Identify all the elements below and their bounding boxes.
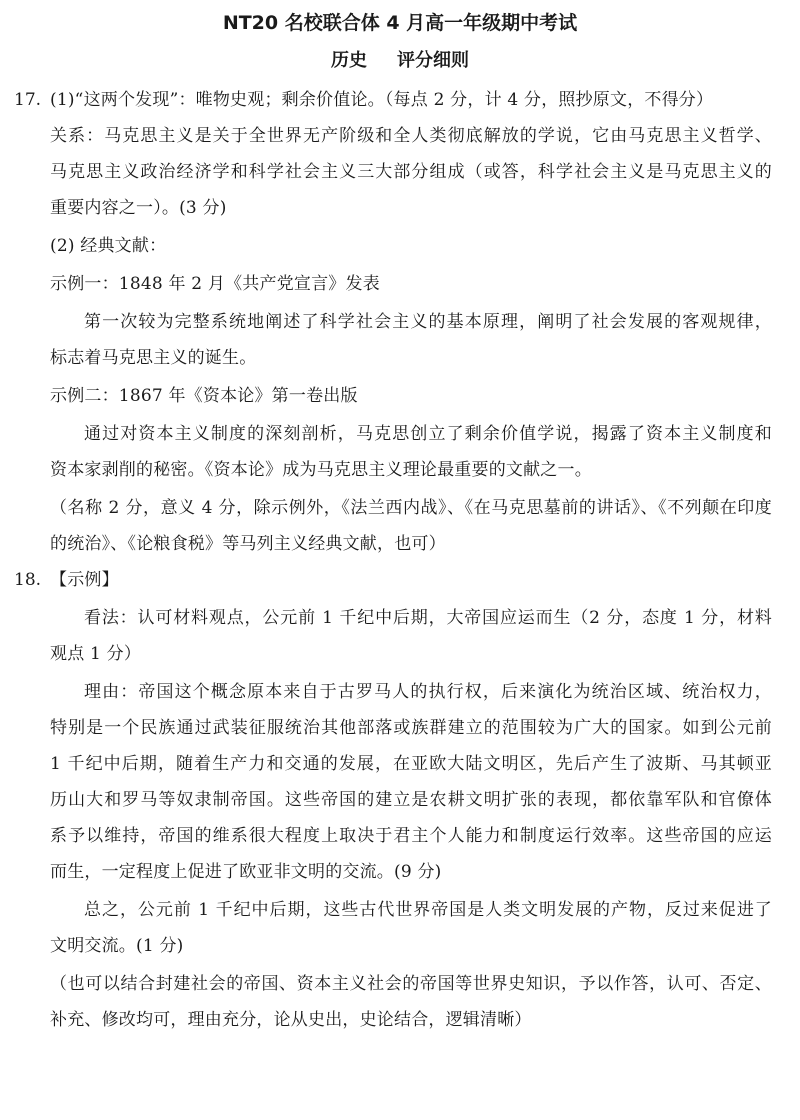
q17-line: 示例一：1848 年 2 月《共产党宣言》发表 [50,274,380,294]
q18-line: 特别是一个民族通过武装征服统治其他部落或族群建立的范围较为广大的国家。如到公元前 [50,718,772,738]
q17-line: 马克思主义政治经济学和科学社会主义三大部分组成（或答，科学社会主义是马克思主义的 [50,162,772,182]
q18-line: 看法：认可材料观点，公元前 1 千纪中后期，大帝国应运而生（2 分，态度 1 分，材料 [84,608,772,628]
q18-line: （也可以结合封建社会的帝国、资本主义社会的帝国等世界史知识，予以作答，认可、否定、 [50,974,772,994]
exam-subtitle [0,48,800,74]
question-18-number: 18. [14,570,42,590]
q18-line: 观点 1 分） [50,644,142,664]
q17-line: （名称 2 分，意义 4 分，除示例外，《法兰西内战》、《在马克思墓前的讲话》、《不列颠在印度 [50,498,772,518]
subject-label: 历史 [331,50,367,71]
q17-line: 通过对资本主义制度的深刻剖析，马克思创立了剩余价值学说，揭露了资本主义制度和 [84,424,772,444]
exam-title: NT20 名校联合体 4 月高一年级期中考试 [222,12,578,34]
q18-line: 补充、修改均可，理由充分，论从史出，史论结合，逻辑清晰） [50,1010,532,1030]
q18-line: 【示例】 [50,570,119,590]
question-17-number: 17. [14,90,42,110]
q17-line: 的统治》、《论粮食税》等马列主义经典文献，也可） [50,534,446,554]
q17-line: 资本家剥削的秘密。《资本论》成为马克思主义理论最重要的文献之一。 [50,460,592,480]
q18-line: 而生，一定程度上促进了欧亚非文明的交流。(9 分) [50,862,442,882]
q17-line: 关系：马克思主义是关于全世界无产阶级和全人类彻底解放的学说，它由马克思主义哲学、 [50,126,772,146]
q17-line: 重要内容之一）。(3 分) [50,198,227,218]
scoring-rules-label: 评分细则 [397,50,469,71]
q18-line: 理由：帝国这个概念原本来自于古罗马人的执行权，后来演化为统治区域、统治权力， [84,682,772,702]
q17-line: 示例二：1867 年《资本论》第一卷出版 [50,386,358,406]
q18-line: 1 千纪中后期，随着生产力和交通的发展，在亚欧大陆文明区，先后产生了波斯、马其顿亚 [50,754,772,774]
q18-line: 系予以维持，帝国的维系很大程度上取决于君主个人能力和制度运行效率。这些帝国的应运 [50,826,772,846]
q17-line: 标志着马克思主义的诞生。 [50,348,257,368]
q17-line: (2) 经典文献： [50,236,167,256]
q18-line: 历山大和罗马等奴隶制帝国。这些帝国的建立是农耕文明扩张的表现，都依靠军队和官僚体 [50,790,772,810]
q17-line: 第一次较为完整系统地阐述了科学社会主义的基本原理，阐明了社会发展的客观规律， [84,312,772,332]
q18-line: 文明交流。(1 分) [50,936,184,956]
q18-line: 总之，公元前 1 千纪中后期，这些古代世界帝国是人类文明发展的产物，反过来促进了 [84,900,772,920]
q17-line: (1)“这两个发现”：唯物史观；剩余价值论。（每点 2 分，计 4 分，照抄原文，不得分） [50,90,714,110]
